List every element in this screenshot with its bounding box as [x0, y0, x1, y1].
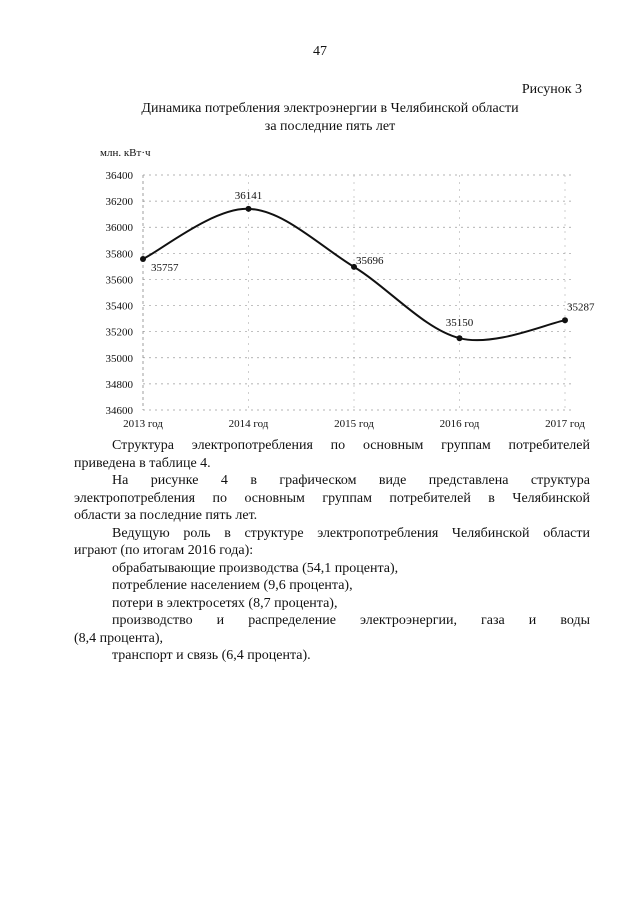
y-tick-label: 36400 [105, 170, 133, 182]
y-axis-unit-label: млн. кВт·ч [100, 147, 151, 159]
page-number: 47 [313, 44, 327, 59]
data-label: 36141 [234, 189, 263, 202]
data-label: 35287 [567, 301, 595, 314]
y-tick-label: 35000 [105, 352, 133, 365]
list-item-3: потери в электросетях (8,7 процента), [112, 595, 338, 611]
chart-title-line-1: Динамика потребления электроэнергии в Челябинской области [141, 101, 519, 116]
body-text [74, 437, 590, 665]
y-tick-label: 34800 [105, 378, 133, 391]
x-tick-label: 2017 год [545, 418, 585, 430]
data-point [457, 335, 463, 341]
x-tick-label: 2013 год [123, 418, 163, 430]
y-tick-label: 35200 [105, 326, 133, 339]
paragraph-2-line-1: На рисунке 4 в графическом виде представлена структура [112, 473, 590, 488]
list-item-1: обрабатывающие производства (54,1 процента), [112, 560, 399, 576]
y-tick-label: 35600 [105, 274, 133, 287]
y-tick-label: 35800 [105, 248, 133, 261]
list-item-2: потребление населением (9,6 процента), [112, 578, 353, 593]
data-label: 35696 [356, 254, 384, 267]
paragraph-2-line-2: электропотребления по основным группам потребителей в Челябинской [74, 490, 590, 506]
list-item-4-line-1: производство и распределение электроэнергии, газа и воды [112, 613, 590, 628]
paragraph-3-line-2: играют (по итогам 2016 года): [74, 543, 254, 558]
consumption-line-chart [88, 140, 595, 435]
paragraph-1-line-1: Структура электропотребления по основным группам потребителей [112, 438, 590, 453]
data-point [246, 206, 252, 212]
x-tick-label: 2014 год [228, 418, 269, 430]
paragraph-2-line-3: области за последние пять лет. [74, 508, 258, 523]
list-item-5: транспорт и связь (6,4 процента). [112, 648, 311, 663]
figure-label: Рисунок 3 [521, 82, 582, 97]
paragraph-1-line-2: приведена в таблице 4. [74, 455, 211, 471]
y-tick-label: 36000 [105, 222, 133, 235]
data-label: 35757 [151, 261, 179, 274]
data-label: 35150 [445, 317, 474, 330]
x-tick-label: 2015 год [334, 418, 374, 430]
data-point [562, 317, 568, 323]
chart-title-line-2: за последние пять лет [264, 119, 396, 134]
data-point [140, 256, 146, 262]
y-tick-label: 35400 [105, 300, 133, 313]
y-tick-label: 34600 [105, 405, 133, 417]
chart-title [80, 100, 580, 136]
x-tick-label: 2016 год [439, 418, 480, 430]
paragraph-3-line-1: Ведущую роль в структуре электропотребления Челябинской области [112, 525, 590, 541]
list-item-4-line-2: (8,4 процента), [74, 630, 164, 646]
y-tick-label: 36200 [105, 196, 133, 209]
